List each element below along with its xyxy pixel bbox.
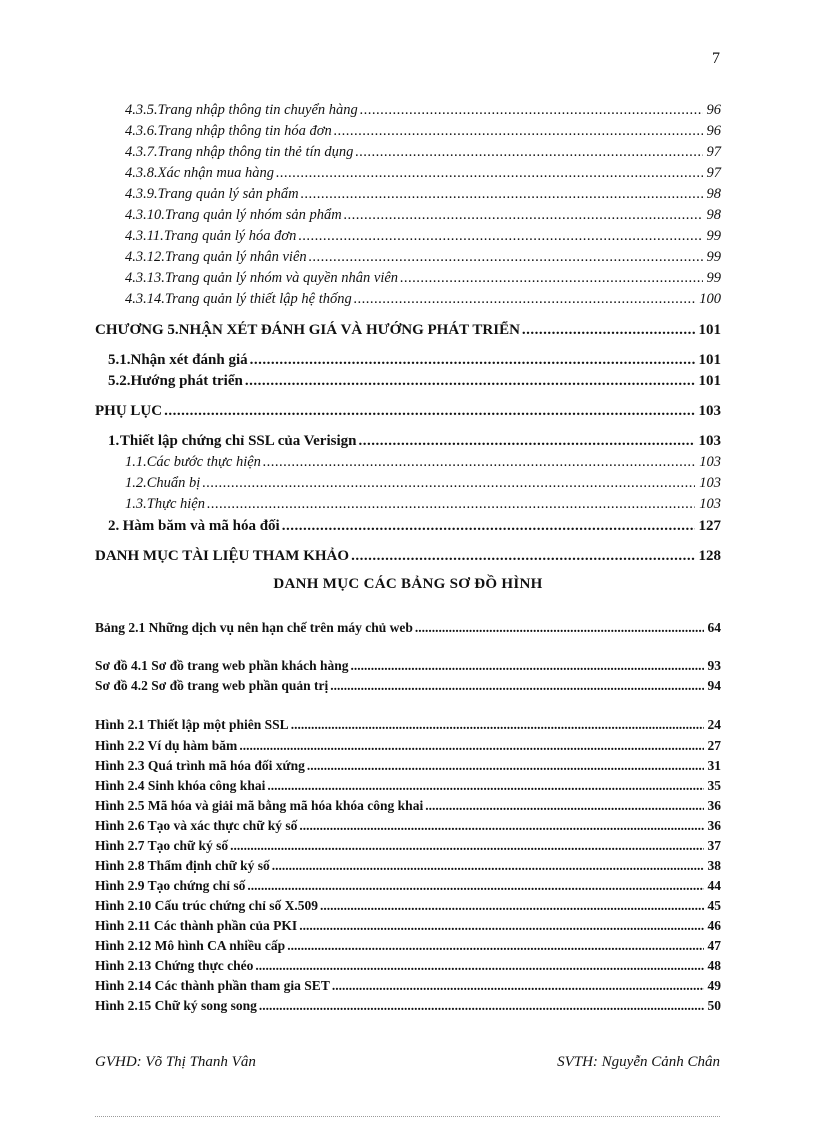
figure-entry-page: 36 <box>707 798 721 813</box>
leader-dots <box>354 291 695 308</box>
toc-chapter-5[interactable] <box>95 322 721 339</box>
figure-entry-page: 46 <box>707 918 721 933</box>
leader-dots <box>301 186 703 203</box>
toc-entry-title: Trang quản lý thiết lập hệ thống <box>164 291 352 307</box>
leader-dots <box>320 898 703 914</box>
toc-entry-page: 98 <box>706 207 721 223</box>
figure-entry-page: 24 <box>707 717 721 732</box>
figure-list-entry[interactable] <box>95 717 721 733</box>
toc-section-number: 5.1. <box>108 352 131 368</box>
toc-entry-page: 98 <box>706 186 721 202</box>
toc-entry[interactable] <box>125 249 721 266</box>
toc-section-page: 101 <box>698 352 721 368</box>
page-number: 7 <box>712 50 720 67</box>
leader-dots <box>309 249 703 266</box>
leader-dots <box>282 518 695 535</box>
leader-dots <box>287 938 703 954</box>
toc-appendix-title: PHỤ LỤC <box>95 403 163 419</box>
footer-advisor: GVHD: Võ Thị Thanh Vân <box>95 1054 256 1070</box>
diagram-entry-page: 93 <box>707 658 721 673</box>
toc-entry[interactable] <box>125 475 721 492</box>
leader-dots <box>164 403 694 420</box>
figure-entry-page: 36 <box>707 818 721 833</box>
diagram-entry-page: 94 <box>707 678 721 693</box>
figure-list-entry[interactable] <box>95 818 721 834</box>
toc-entry-page: 103 <box>699 454 721 470</box>
toc-entry-number: 4.3.8. <box>125 165 158 181</box>
toc-entry-page: 96 <box>706 123 721 139</box>
leader-dots <box>330 678 703 694</box>
toc-section[interactable] <box>108 373 721 390</box>
leader-dots <box>291 717 704 733</box>
leader-dots <box>522 322 695 339</box>
figure-entry-title: Hình 2.3 Quá trình mã hóa đối xứng <box>95 758 305 773</box>
leader-dots <box>245 373 695 390</box>
toc-entry[interactable] <box>125 207 721 224</box>
figure-entry-page: 38 <box>707 858 721 873</box>
toc-entry-number: 1.1. <box>125 454 147 470</box>
table-entry-title: Bảng 2.1 Những dịch vụ nên hạn chế trên máy chủ web <box>95 620 413 635</box>
toc-entry-number: 1.3. <box>125 496 147 512</box>
toc-entry[interactable] <box>125 102 721 119</box>
diagram-entry-title: Sơ đồ 4.1 Sơ đồ trang web phần khách hàng <box>95 658 349 673</box>
toc-section-page: 103 <box>698 433 721 449</box>
leader-dots <box>355 144 702 161</box>
toc-entry[interactable] <box>125 270 721 287</box>
toc-section-title: Thiết lập chứng chỉ SSL của Verisign <box>119 433 357 449</box>
leader-dots <box>276 165 702 182</box>
toc-entry[interactable] <box>125 496 721 513</box>
leader-dots <box>358 433 694 450</box>
figure-entry-title: Hình 2.12 Mô hình CA nhiều cấp <box>95 938 286 953</box>
figure-entry-title: Hình 2.2 Ví dụ hàm băm <box>95 738 238 753</box>
toc-entry[interactable] <box>125 165 721 182</box>
toc-chapter-page: 101 <box>698 322 721 338</box>
toc-entry-title: Trang nhập thông tin chuyển hàng <box>157 102 358 118</box>
leader-dots <box>272 858 704 874</box>
toc-entry-title: Trang quản lý nhóm và quyền nhân viên <box>164 270 399 286</box>
figure-entry-title: Hình 2.6 Tạo và xác thực chữ ký số <box>95 818 298 833</box>
leader-dots <box>299 918 703 934</box>
figure-list-entry[interactable] <box>95 918 721 934</box>
leader-dots <box>351 548 694 565</box>
toc-entry-title: Xác nhận mua hàng <box>157 165 275 181</box>
table-entry-page: 64 <box>707 620 721 635</box>
figure-entry-page: 31 <box>707 758 721 773</box>
toc-entry[interactable] <box>125 186 721 203</box>
toc-chapter-title: CHƯƠNG 5.NHẬN XÉT ĐÁNH GIÁ VÀ HƯỚNG PHÁT TRIỂN <box>95 322 520 338</box>
toc-entry-page: 97 <box>706 144 721 160</box>
figure-list-entry[interactable] <box>95 858 721 874</box>
figure-list-entry[interactable] <box>95 898 721 914</box>
toc-entry-number: 4.3.7. <box>125 144 158 160</box>
figure-entry-title: Hình 2.8 Thẩm định chữ ký số <box>95 858 270 873</box>
leader-dots <box>263 454 695 471</box>
toc-entry-number: 4.3.11. <box>125 228 164 244</box>
leader-dots <box>307 758 704 774</box>
figure-entry-page: 47 <box>707 938 721 953</box>
diagram-list-entry[interactable] <box>95 678 721 694</box>
figure-entry-page: 45 <box>707 898 721 913</box>
figure-entry-page: 37 <box>707 838 721 853</box>
figure-entry-title: Hình 2.4 Sinh khóa công khai <box>95 778 266 793</box>
figure-entry-title: Hình 2.5 Mã hóa và giải mã bằng mã hóa khóa công khai <box>95 798 424 813</box>
toc-section-title: Nhận xét đánh giá <box>130 352 248 368</box>
figure-list-entry[interactable] <box>95 958 721 974</box>
figure-list-entry[interactable] <box>95 758 721 774</box>
leader-dots <box>230 838 703 854</box>
toc-entry-title: Trang nhập thông tin hóa đơn <box>157 123 332 139</box>
leader-dots <box>332 978 704 994</box>
toc-section[interactable] <box>108 433 721 450</box>
figure-entry-title: Hình 2.10 Cấu trúc chứng chỉ số X.509 <box>95 898 319 913</box>
figure-entry-page: 35 <box>707 778 721 793</box>
figure-list-entry[interactable] <box>95 838 721 854</box>
toc-entry-title: Trang nhập thông tin thẻ tín dụng <box>157 144 354 160</box>
toc-entry-page: 97 <box>706 165 721 181</box>
leader-dots <box>344 207 703 224</box>
toc-entry-number: 4.3.12. <box>125 249 165 265</box>
leader-dots <box>351 658 704 674</box>
leader-dots <box>299 818 703 834</box>
toc-section-page: 101 <box>698 373 721 389</box>
figure-entry-page: 49 <box>707 978 721 993</box>
diagram-entry-title: Sơ đồ 4.2 Sơ đồ trang web phần quản trị <box>95 678 329 693</box>
toc-entry-title: Thực hiện <box>146 496 205 512</box>
leader-dots <box>360 102 703 119</box>
toc-entry-number: 4.3.10. <box>125 207 165 223</box>
figure-list-entry[interactable] <box>95 998 721 1014</box>
toc-section-page: 127 <box>698 518 721 534</box>
toc-entry-number: 4.3.9. <box>125 186 158 202</box>
figure-entry-title: Hình 2.1 Thiết lập một phiên SSL <box>95 717 289 732</box>
toc-entry-title: Chuẩn bị <box>146 475 201 491</box>
toc-section-title: Hàm băm và mã hóa đối <box>122 518 280 534</box>
leader-dots <box>255 958 703 974</box>
figure-entry-title: Hình 2.13 Chứng thực chéo <box>95 958 254 973</box>
footer-divider <box>95 1116 720 1117</box>
leader-dots <box>239 738 703 754</box>
toc-entry-number: 4.3.6. <box>125 123 158 139</box>
figure-entry-title: Hình 2.7 Tạo chữ ký số <box>95 838 229 853</box>
toc-section-number: 1. <box>108 433 120 449</box>
figure-list-entry[interactable] <box>95 938 721 954</box>
leader-dots <box>267 778 703 794</box>
figure-entry-title: Hình 2.14 Các thành phần tham gia SET <box>95 978 330 993</box>
toc-entry-page: 99 <box>706 270 721 286</box>
footer-student: SVTH: Nguyễn Cảnh Chân <box>557 1054 720 1070</box>
leader-dots <box>425 798 703 814</box>
leader-dots <box>334 123 703 140</box>
figure-entry-title: Hình 2.11 Các thành phần của PKI <box>95 918 298 933</box>
figure-list-entry[interactable] <box>95 798 721 814</box>
toc-entry[interactable] <box>125 144 721 161</box>
leader-dots <box>259 998 704 1014</box>
leader-dots <box>415 620 704 636</box>
diagram-list-entry[interactable] <box>95 658 721 674</box>
toc-appendix[interactable] <box>95 403 721 420</box>
toc-entry-title: Các bước thực hiện <box>146 454 261 470</box>
toc-entry-title: Trang quản lý nhóm sản phẩm <box>164 207 342 223</box>
figure-list-entry[interactable] <box>95 738 721 754</box>
figure-list-entry[interactable] <box>95 878 721 894</box>
figure-entry-page: 48 <box>707 958 721 973</box>
toc-section-number: 5.2. <box>108 373 131 389</box>
toc-entry-page: 99 <box>706 228 721 244</box>
leader-dots <box>298 228 702 245</box>
leader-dots <box>202 475 695 492</box>
figure-entry-title: Hình 2.9 Tạo chứng chỉ số <box>95 878 246 893</box>
toc-section[interactable] <box>108 518 721 535</box>
toc-references-page: 128 <box>698 548 721 564</box>
leader-dots <box>400 270 702 287</box>
toc-entry-number: 1.2. <box>125 475 147 491</box>
figure-entry-page: 44 <box>707 878 721 893</box>
toc-entry-number: 4.3.14. <box>125 291 165 307</box>
toc-references[interactable] <box>95 548 721 565</box>
toc-section[interactable] <box>108 352 721 369</box>
toc-entry-title: Trang quản lý sản phẩm <box>157 186 299 202</box>
leader-dots <box>207 496 695 513</box>
toc-section-title: Hướng phát triển <box>130 373 243 389</box>
toc-entry-page: 103 <box>699 496 721 512</box>
figure-entry-page: 27 <box>707 738 721 753</box>
toc-entry-page: 99 <box>706 249 721 265</box>
figure-list-entry[interactable] <box>95 778 721 794</box>
toc-entry[interactable] <box>125 454 721 471</box>
toc-references-title: DANH MỤC TÀI LIỆU THAM KHẢO <box>95 548 350 564</box>
toc-entry-number: 4.3.13. <box>125 270 165 286</box>
figure-entry-title: Hình 2.15 Chữ ký song song <box>95 998 257 1013</box>
toc-entry-title: Trang quản lý hóa đơn <box>163 228 297 244</box>
figures-list-heading: DANH MỤC CÁC BẢNG SƠ ĐỒ HÌNH <box>273 576 543 592</box>
toc-entry[interactable] <box>125 228 721 245</box>
toc-appendix-page: 103 <box>698 403 721 419</box>
figure-list-entry[interactable] <box>95 978 721 994</box>
leader-dots <box>250 352 695 369</box>
toc-section-number: 2. <box>108 518 120 534</box>
toc-entry[interactable] <box>125 123 721 140</box>
table-list-entry[interactable] <box>95 620 721 636</box>
toc-entry-page: 103 <box>699 475 721 491</box>
toc-entry-number: 4.3.5. <box>125 102 158 118</box>
leader-dots <box>247 878 703 894</box>
toc-entry-page: 96 <box>706 102 721 118</box>
toc-entry-title: Trang quản lý nhân viên <box>164 249 307 265</box>
toc-entry-page: 100 <box>699 291 721 307</box>
toc-entry[interactable] <box>125 291 721 308</box>
figure-entry-page: 50 <box>707 998 721 1013</box>
